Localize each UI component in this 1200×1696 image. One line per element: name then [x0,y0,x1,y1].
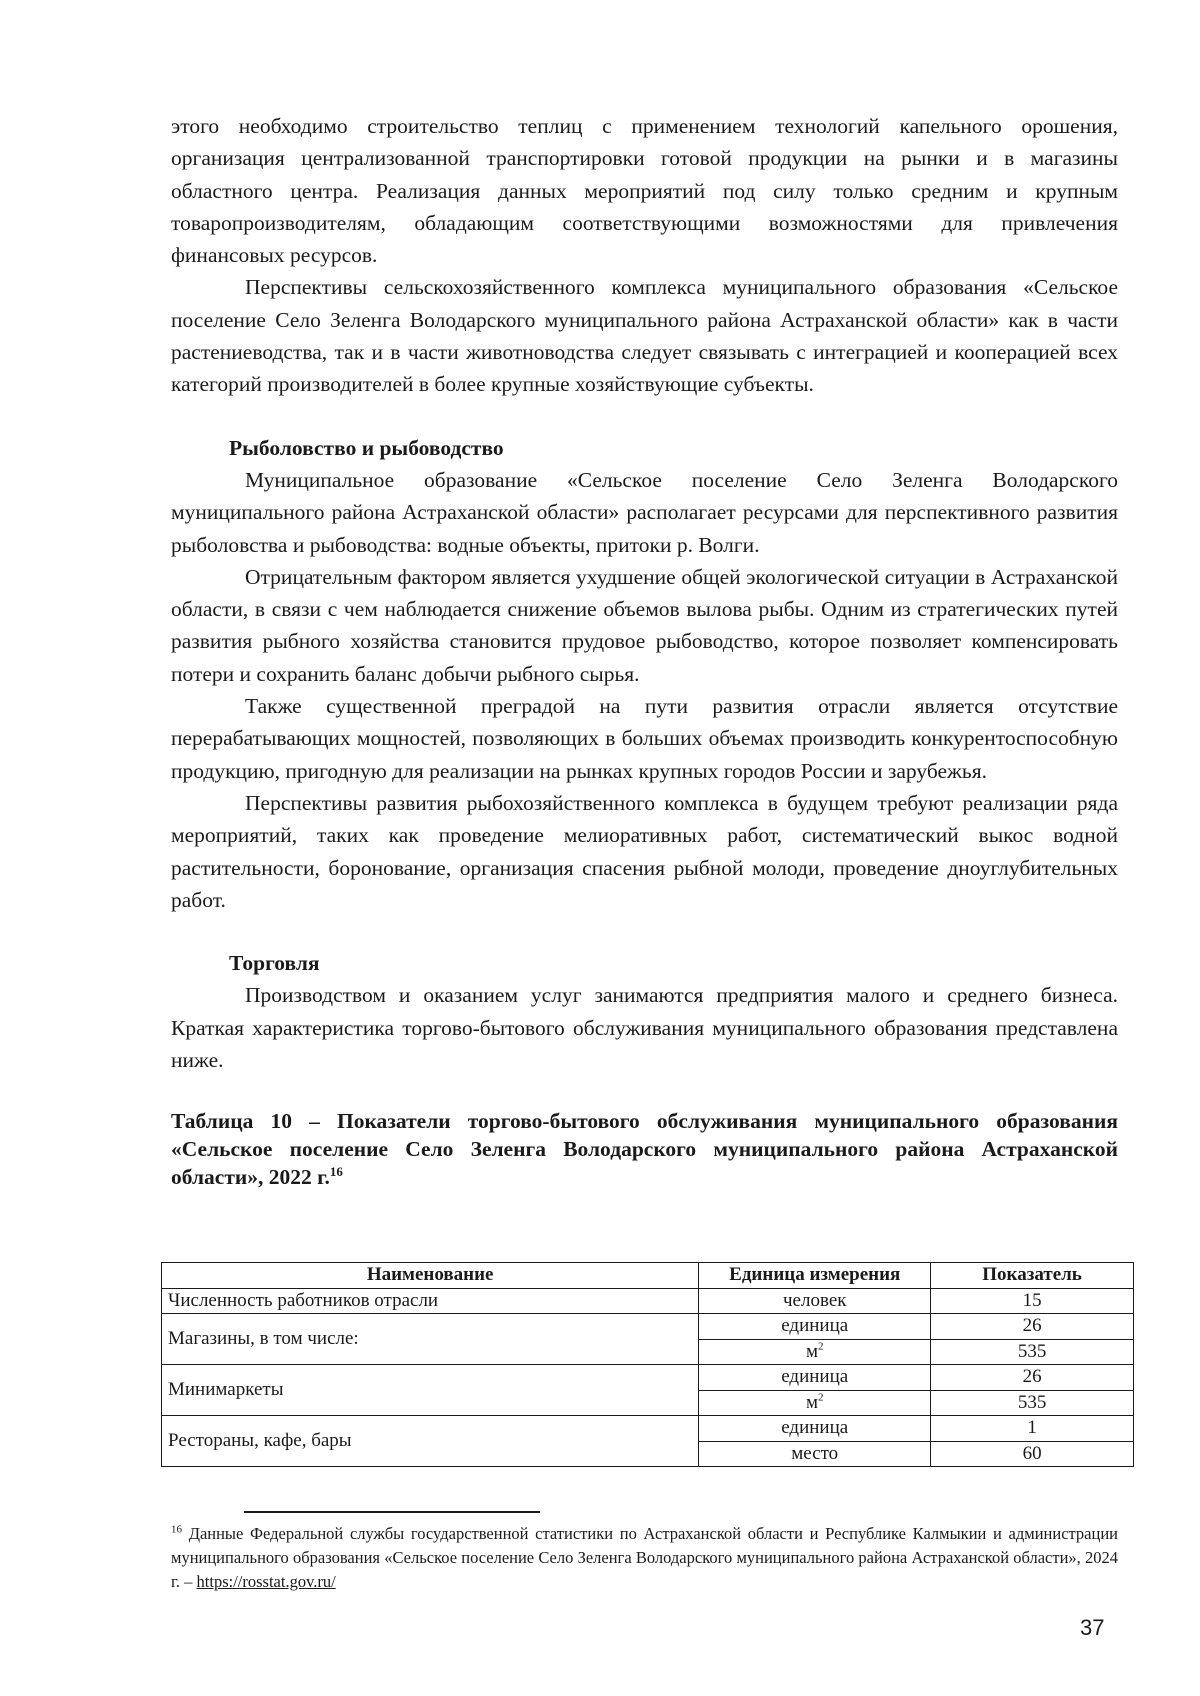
table-row [162,1416,1134,1442]
footnote-number: 16 [171,1523,182,1536]
unit-superscript: 2 [818,1340,824,1353]
unit-text: м [805,1391,818,1413]
table-row [162,1288,1134,1314]
section-heading-fishing: Рыболовство и рыбоводство [229,435,504,460]
column-header: Показатель [931,1263,1134,1289]
spacer [171,1076,1118,1107]
indicators-table [161,1262,1134,1467]
paragraph: этого необходимо строительство теплиц с применением технологий капельного орошения, организация централизованной транспортировки готовой продукции на рынки и в магазины областного центра. Реализация данных мероприятий под силу только средним и крупным товаропроизводителям, обладающим соответствующими возможностями для привлечения финансовых ресурсов. [171,114,1118,268]
paragraph: Производством и оказанием услуг занимаются предприятия малого и среднего бизнеса. Краткая характеристика торгово-бытового обслуживания муниципального образования представлена ниже. [171,983,1118,1073]
paragraph: Перспективы развития рыбохозяйственного комплекса в будущем требуют реализации ряда мероприятий, таких как проведение мелиоративных работ, систематический выкос водной растительности, боронование, организация спасения рыбной молоди, проведение дноуглубительных работ. [171,790,1118,912]
row-unit: единица [699,1416,931,1442]
row-unit [699,1390,931,1416]
row-name: Рестораны, кафе, бары [162,1416,699,1467]
row-unit: человек [699,1288,931,1314]
row-unit [699,1339,931,1365]
footnote-link[interactable]: https://rosstat.gov.ru/ [196,1572,336,1591]
table-row [162,1314,1134,1340]
row-value: 60 [931,1441,1134,1467]
paragraph: Отрицательным фактором является ухудшение общей экологической ситуации в Астраханской области, в связи с чем наблюдается снижение объемов вылова рыбы. Одним из стратегических путей развития рыбного хозяйства становится прудовое рыбоводство, которое позволяет компенсировать потери и сохранить баланс добычи рыбного сырья. [171,564,1118,686]
footnote [171,1522,1118,1594]
column-header: Единица измерения [699,1263,931,1289]
table-caption-text: Таблица 10 – Показатели торгово-бытового обслуживания муниципального образования «Сельское поселение Село Зеленга Володарского муниципального района Астраханской области», 2022 г. [171,1109,1118,1190]
footnote-text: Данные Федеральной службы государственной статистики по Астраханской области и Республике Калмыкии и администрации муниципального образования «Сельское поселение Село Зеленга Володарского муниципального района Астраханской области», 2024 г. – [171,1524,1118,1591]
row-unit: место [699,1441,931,1467]
footnote-separator [244,1511,540,1513]
row-unit: единица [699,1314,931,1340]
page-body [171,110,1118,1191]
unit-text: м [805,1340,818,1362]
table-row [162,1365,1134,1391]
row-unit: единица [699,1365,931,1391]
paragraph: Перспективы сельскохозяйственного комплекса муниципального образования «Сельское поселение Село Зеленга Володарского муниципального района Астраханской области» как в части растениеводства, так и в части животноводства следует связывать с интеграцией и кооперацией всех категорий производителей в более крупные хозяйствующие субъекты. [171,275,1118,397]
paragraph: Также существенной преградой на пути развития отрасли является отсутствие перерабатывающих мощностей, позволяющих в больших объемах производить конкурентоспособную продукцию, пригодную для реализации на рынках крупных городов России и зарубежья. [171,694,1118,783]
spacer [171,401,1118,432]
row-name: Магазины, в том числе: [162,1314,699,1365]
page-number: 37 [1080,1615,1105,1640]
row-value: 535 [931,1390,1134,1416]
row-name: Численность работников отрасли [162,1288,699,1314]
unit-superscript: 2 [818,1391,824,1404]
row-value: 26 [931,1365,1134,1391]
table-caption [171,1107,1118,1191]
row-name: Минимаркеты [162,1365,699,1416]
footnote-ref: 16 [329,1164,343,1180]
section-heading-trade: Торговля [229,951,320,976]
row-value: 535 [931,1339,1134,1365]
spacer [171,916,1118,947]
row-value: 1 [931,1416,1134,1442]
column-header: Наименование [162,1263,699,1289]
row-value: 26 [931,1314,1134,1340]
row-value: 15 [931,1288,1134,1314]
table-header-row [162,1263,1134,1289]
paragraph: Муниципальное образование «Сельское поселение Село Зеленга Володарского муниципального района Астраханской области» располагает ресурсами для перспективного развития рыболовства и рыбоводства: водные объекты, притоки р. Волги. [171,467,1118,557]
